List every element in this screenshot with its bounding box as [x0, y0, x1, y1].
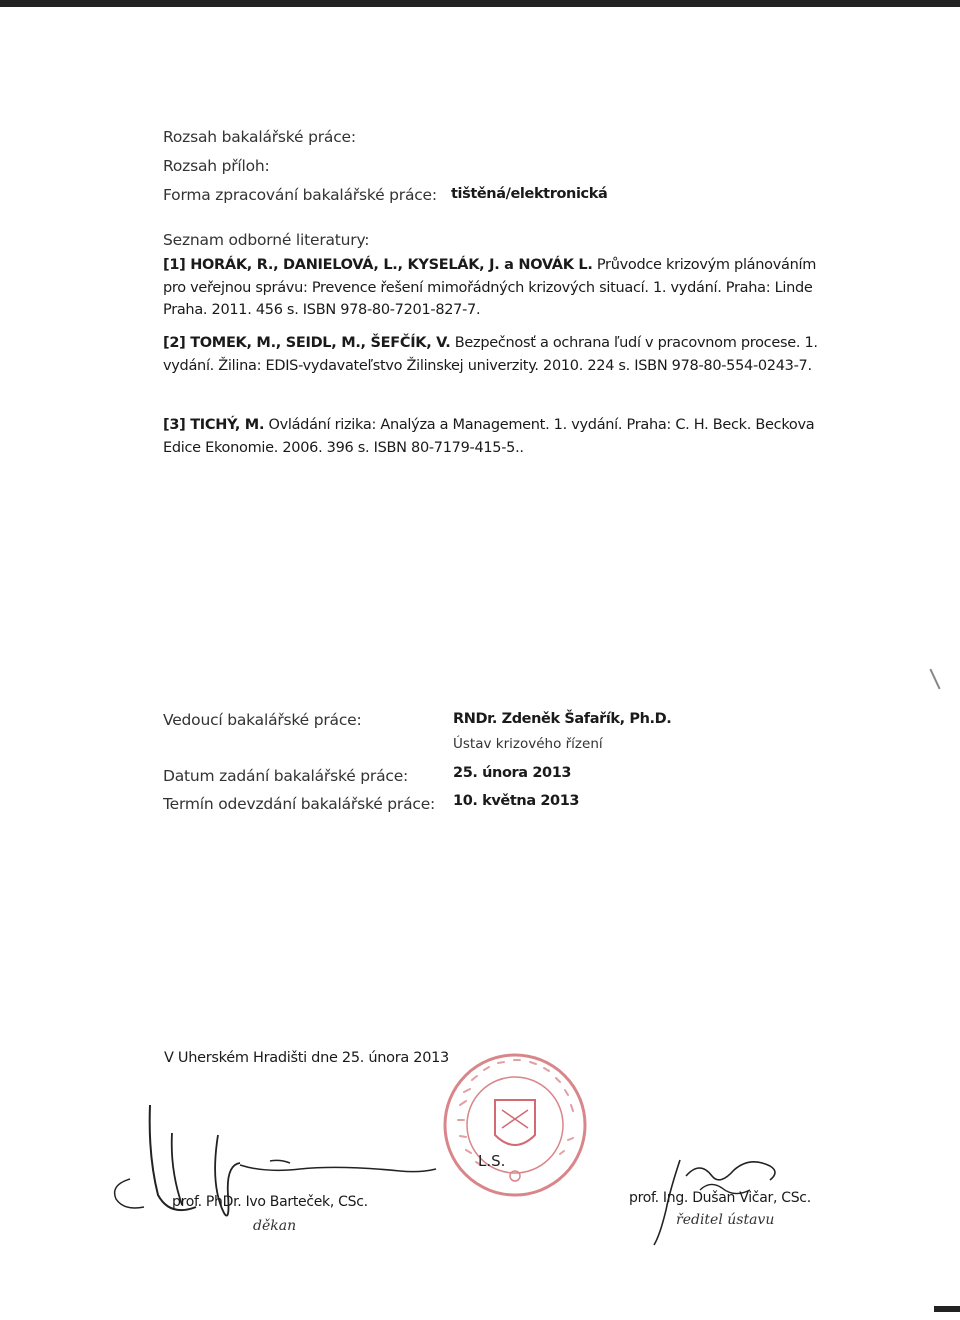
director-role: ředitel ústavu	[676, 1212, 775, 1228]
literature-item-3	[163, 414, 843, 459]
top-edge-rule	[0, 0, 960, 7]
scope-label: Rozsah bakalářské práce:	[163, 128, 356, 146]
literature-item-authors: [2] TOMEK, M., SEIDL, M., ŠEFČÍK, V.	[163, 335, 451, 351]
seal-ls: L.S.	[478, 1152, 506, 1170]
literature-heading: Seznam odborné literatury:	[163, 231, 370, 249]
attachments-label: Rozsah příloh:	[163, 157, 270, 175]
deadline-value: 10. května 2013	[453, 793, 580, 809]
literature-item-authors: [3] TICHÝ, M.	[163, 417, 265, 433]
literature-item-text: Průvodce krizovým plánováním pro veřejnou správu: Prevence řešení mimořádných krizových situací. 1. vydání. Praha: Linde Praha. 2011. 456 s. ISBN 978-80-7201-827-7.	[163, 257, 817, 318]
place-date: V Uherském Hradišti dne 25. února 2013	[164, 1050, 449, 1066]
supervisor-institute: Ústav krizového řízení	[453, 736, 603, 752]
assigned-date-value: 25. února 2013	[453, 765, 572, 781]
literature-item-1	[163, 254, 843, 322]
assigned-date-label: Datum zadání bakalářské práce:	[163, 767, 409, 785]
university-stamp	[440, 1050, 590, 1200]
literature-item-2	[163, 332, 843, 377]
form-value: tištěná/elektronická	[451, 186, 608, 202]
corner-mark	[934, 1306, 960, 1312]
dean-signature	[100, 1095, 440, 1235]
scan-speck	[929, 669, 940, 690]
director-name: prof. Ing. Dušan Vičar, CSc.	[629, 1190, 811, 1206]
literature-item-text: Bezpečnosť a ochrana ľudí v pracovnom procese. 1. vydání. Žilina: EDIS-vydavateľstvo Žilinskej univerzity. 2010. 224 s. ISBN 978-80-554-0243-7.	[163, 335, 818, 374]
literature-item-authors: [1] HORÁK, R., DANIELOVÁ, L., KYSELÁK, J. a NOVÁK L.	[163, 257, 593, 273]
dean-role: děkan	[253, 1218, 297, 1234]
dean-name: prof. PhDr. Ivo Barteček, CSc.	[172, 1194, 368, 1210]
supervisor-name: RNDr. Zdeněk Šafařík, Ph.D.	[453, 711, 672, 727]
supervisor-label: Vedoucí bakalářské práce:	[163, 711, 362, 729]
literature-item-text: Ovládání rizika: Analýza a Management. 1. vydání. Praha: C. H. Beck. Beckova Edice Ekonomie. 2006. 396 s. ISBN 80-7179-415-5..	[163, 417, 815, 456]
form-label: Forma zpracování bakalářské práce:	[163, 186, 437, 204]
deadline-label: Termín odevzdání bakalářské práce:	[163, 795, 436, 813]
